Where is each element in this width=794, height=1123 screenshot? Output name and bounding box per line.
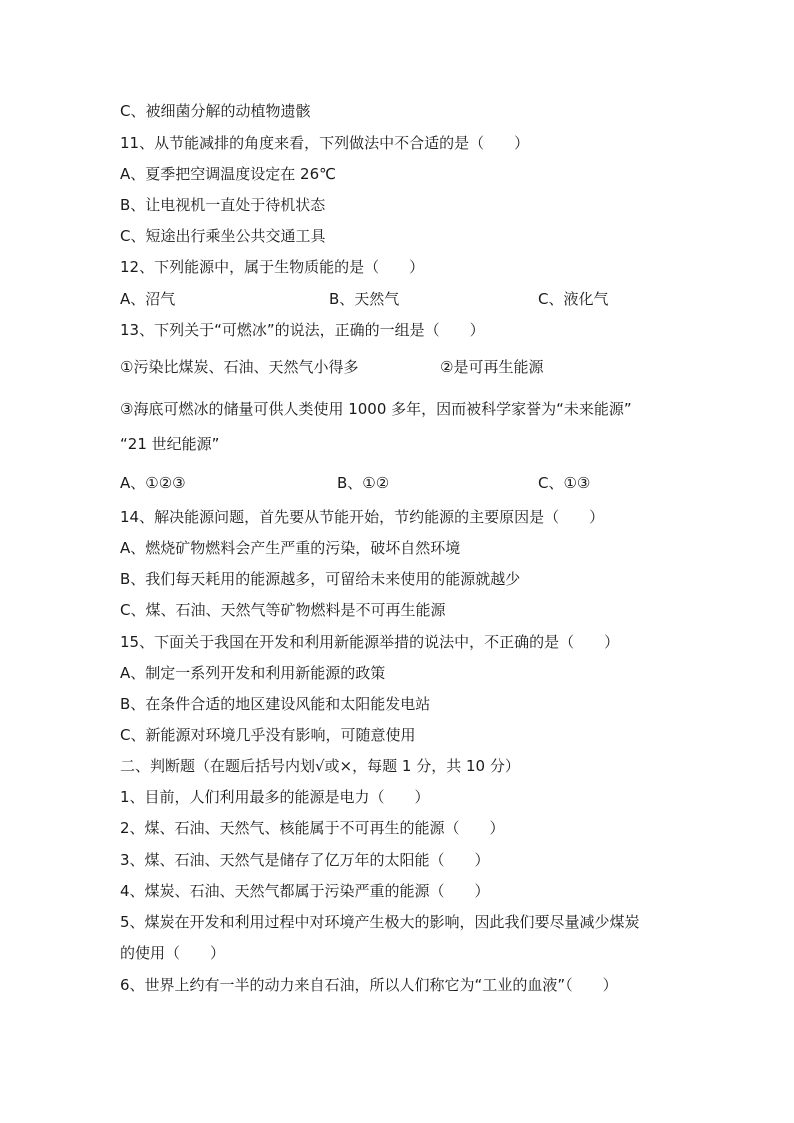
q15-stem: 15、下面关于我国在开发和利用新能源举措的说法中，不正确的是（ ）: [120, 633, 620, 651]
q14-option-a: A、燃烧矿物燃料会产生严重的污染，破坏自然环境: [120, 539, 461, 557]
tf-5-cont: 的使用（ ）: [120, 944, 226, 962]
q12-stem: 12、下列能源中，属于生物质能的是（ ）: [120, 258, 425, 276]
q13-statement-3-cont: “21 世纪能源”: [120, 435, 220, 453]
tf-6: 6、世界上约有一半的动力来自石油，所以人们称它为“工业的血液”（ ）: [120, 976, 618, 994]
q14-option-b: B、我们每天耗用的能源越多，可留给未来使用的能源就越少: [120, 570, 521, 588]
q13-option-c: C、①③: [538, 474, 591, 492]
q13-statement-2: ②是可再生能源: [440, 358, 544, 376]
q13-statement-3: ③海底可燃冰的储量可供人类使用 1000 多年，因而被科学家誉为“未来能源”: [120, 400, 632, 418]
q11-stem: 11、从节能减排的角度来看，下列做法中不合适的是（ ）: [120, 134, 530, 152]
q12-option-b: B、天然气: [329, 290, 400, 308]
tf-3: 3、煤、石油、天然气是储存了亿万年的太阳能（ ）: [120, 851, 490, 869]
q11-option-b: B、让电视机一直处于待机状态: [120, 196, 326, 214]
q11-option-c: C、短途出行乘坐公共交通工具: [120, 227, 326, 245]
tf-2: 2、煤、石油、天然气、核能属于不可再生的能源（ ）: [120, 819, 505, 837]
q13-option-b: B、①②: [337, 474, 390, 492]
q10-option-c: C、被细菌分解的动植物遗骸: [120, 102, 311, 120]
tf-5: 5、煤炭在开发和利用过程中对环境产生极大的影响，因此我们要尽量减少煤炭: [120, 913, 640, 931]
tf-1: 1、目前，人们利用最多的能源是电力（ ）: [120, 788, 430, 806]
tf-4: 4、煤炭、石油、天然气都属于污染严重的能源（ ）: [120, 882, 490, 900]
q15-option-a: A、制定一系列开发和利用新能源的政策: [120, 664, 386, 682]
section-2-heading: 二、判断题（在题后括号内划√或×，每题 1 分，共 10 分）: [120, 757, 520, 775]
q13-option-a: A、①②③: [120, 474, 186, 492]
q14-option-c: C、煤、石油、天然气等矿物燃料是不可再生能源: [120, 601, 446, 619]
q13-stem: 13、下列关于“可燃冰”的说法，正确的一组是（ ）: [120, 321, 485, 339]
q12-option-c: C、液化气: [538, 290, 609, 308]
q13-statement-1: ①污染比煤炭、石油、天然气小得多: [120, 358, 359, 376]
q15-option-b: B、在条件合适的地区建设风能和太阳能发电站: [120, 695, 431, 713]
q12-option-a: A、沼气: [120, 290, 176, 308]
q14-stem: 14、解决能源问题，首先要从节能开始，节约能源的主要原因是（ ）: [120, 508, 605, 526]
q15-option-c: C、新能源对环境几乎没有影响，可随意使用: [120, 726, 416, 744]
q11-option-a: A、夏季把空调温度设定在 26℃: [120, 165, 336, 183]
